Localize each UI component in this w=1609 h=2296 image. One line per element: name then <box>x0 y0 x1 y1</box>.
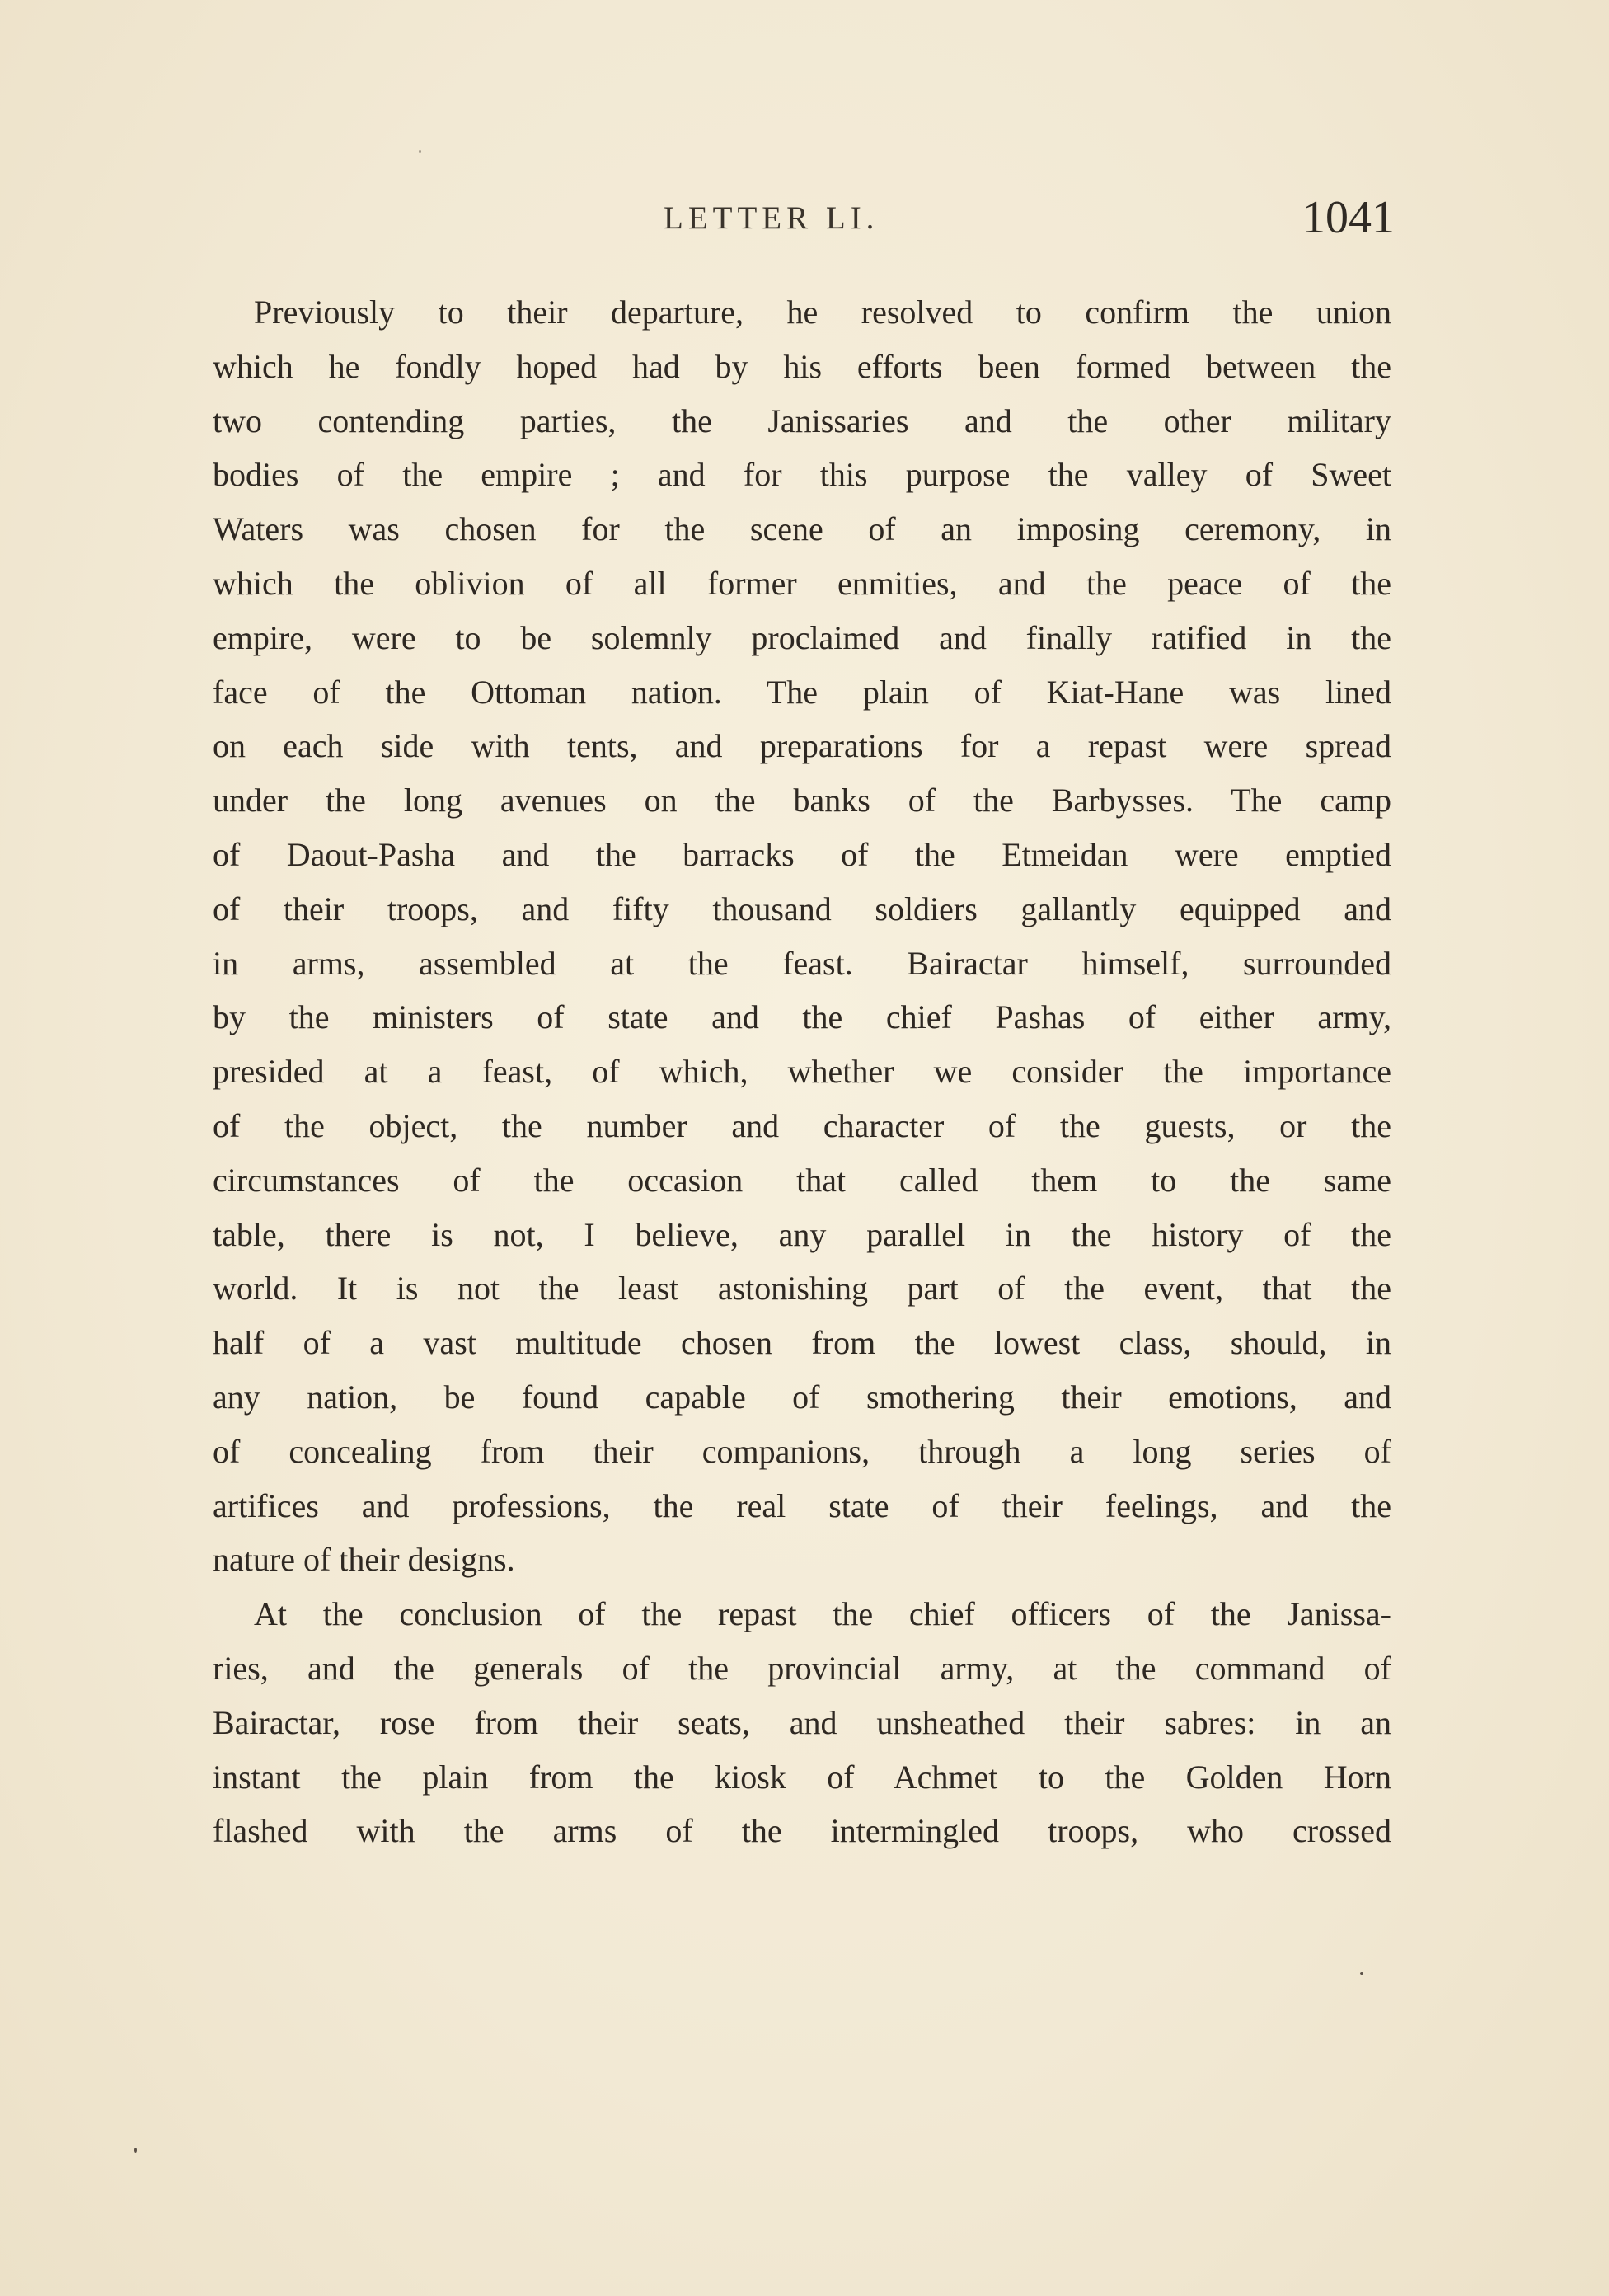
paragraph-2 <box>213 1587 1391 1858</box>
text-line: bodies of the empire ; and for this purpose the valley of Sweet <box>213 456 1391 494</box>
text-line: of concealing from their companions, through a long series of <box>213 1432 1391 1470</box>
text-line: of Daout-Pasha and the barracks of the Etmeidan were emptied <box>213 835 1391 873</box>
text-line: Waters was chosen for the scene of an imposing ceremony, in <box>213 510 1391 548</box>
text-line: circumstances of the occasion that called them to the same <box>213 1161 1391 1199</box>
text-line: by the ministers of state and the chief Pashas of either army, <box>213 998 1391 1036</box>
text-line: nature of their designs. <box>213 1541 515 1579</box>
text-line: flashed with the arms of the intermingled troops, who crossed <box>213 1812 1391 1850</box>
paragraph-1 <box>213 285 1391 1587</box>
text-line: in arms, assembled at the feast. Bairactar himself, surrounded <box>213 944 1391 982</box>
text-line: half of a vast multitude chosen from the lowest class, should, in <box>213 1324 1391 1362</box>
body-text <box>213 285 1391 1858</box>
text-line: face of the Ottoman nation. The plain of Kiat-Hane was lined <box>213 673 1391 711</box>
text-line: instant the plain from the kiosk of Achmet to the Golden Horn <box>213 1758 1391 1796</box>
text-line: on each side with tents, and preparations for a repast were spread <box>213 727 1391 765</box>
page-number: 1041 <box>1302 192 1395 243</box>
paper-speck <box>134 2148 137 2153</box>
text-line: of their troops, and fifty thousand soldiers gallantly equipped and <box>213 890 1391 927</box>
text-line: artifices and professions, the real state of their feelings, and the <box>213 1486 1391 1524</box>
text-line: At the conclusion of the repast the chief officers of the Janissa- <box>254 1595 1391 1633</box>
text-line: any nation, be found capable of smothering their emotions, and <box>213 1378 1391 1416</box>
running-title: LETTER LI. <box>664 200 880 236</box>
text-line: Previously to their departure, he resolved to confirm the union <box>254 293 1391 331</box>
text-line: presided at a feast, of which, whether we consider the importance <box>213 1053 1391 1091</box>
text-line: table, there is not, I believe, any parallel in the history of the <box>213 1215 1391 1253</box>
text-line: which the oblivion of all former enmities, and the peace of the <box>213 564 1391 602</box>
text-line: which he fondly hoped had by his efforts been formed between the <box>213 347 1391 385</box>
running-head <box>0 191 1609 249</box>
paper-speck <box>419 150 421 153</box>
text-line: world. It is not the least astonishing part of the event, that the <box>213 1270 1391 1308</box>
text-line: empire, were to be solemnly proclaimed and finally ratified in the <box>213 618 1391 656</box>
text-line: two contending parties, the Janissaries and the other military <box>213 401 1391 439</box>
text-line: ries, and the generals of the provincial army, at the command of <box>213 1649 1391 1687</box>
text-line: of the object, the number and character of the guests, or the <box>213 1106 1391 1144</box>
text-line: Bairactar, rose from their seats, and unsheathed their sabres: in an <box>213 1703 1391 1741</box>
text-line: under the long avenues on the banks of the Barbysses. The camp <box>213 782 1391 819</box>
paper-speck <box>1360 1972 1363 1975</box>
